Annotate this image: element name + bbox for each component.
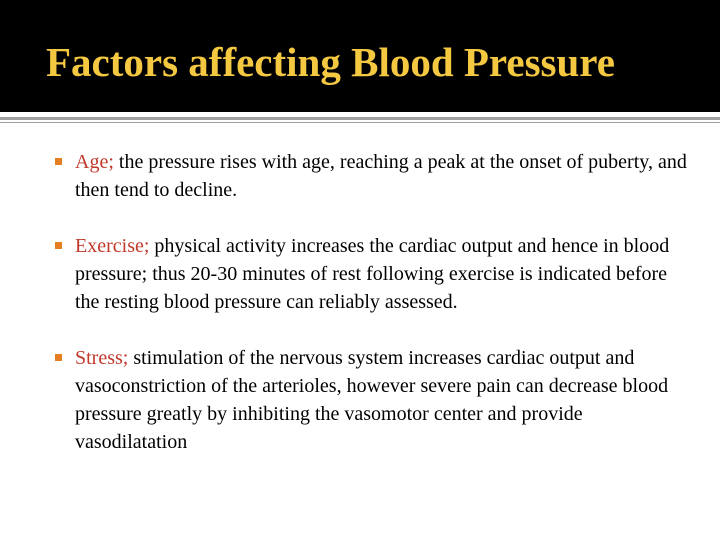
bullet-term: Exercise; [75,235,150,257]
square-bullet-icon [55,354,62,361]
title-divider [0,117,720,120]
slide-title: Factors affecting Blood Pressure [46,39,615,85]
bullet-text: the pressure rises with age, reaching a peak at the onset of puberty, and then tend to decline. [75,151,687,201]
bullet-item-age [50,148,690,204]
title-divider-thin [0,122,720,123]
bullet-list [50,148,690,484]
bullet-text: stimulation of the nervous system increases cardiac output and vasoconstriction of the arterioles, however severe pain can decrease blood pressure greatly by inhibiting the vasomotor center and provide vasodilatation [75,347,669,453]
square-bullet-icon [55,158,62,165]
bullet-item-stress [50,344,690,456]
title-bar [0,0,720,112]
square-bullet-icon [55,242,62,249]
bullet-text: physical activity increases the cardiac output and hence in blood pressure; thus 20-30 minutes of rest following exercise is indicated before the resting blood pressure can reliably assessed. [75,235,670,313]
bullet-term: Age; [75,151,114,173]
bullet-item-exercise [50,232,690,316]
bullet-term: Stress; [75,347,129,369]
